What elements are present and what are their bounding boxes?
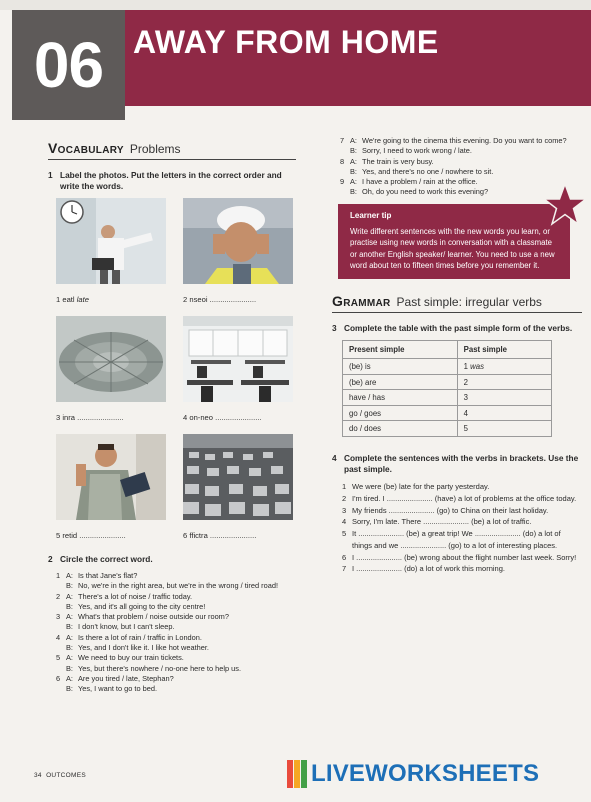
dialogue-line: 1 A: Is that Jane's flat?: [56, 571, 138, 580]
photo-1-caption: 1 eatl late: [56, 295, 89, 304]
dialogue-line: B: Yes, and it's all going to the city centre!: [66, 601, 206, 611]
photo-6-caption: 6 ffictra ......................: [183, 531, 257, 540]
dialogue-line: 2 A: There's a lot of noise / traffic today.: [56, 591, 193, 601]
photo-5-caption: 5 retid ......................: [56, 531, 126, 540]
rain-umbrella-photo: [56, 316, 166, 402]
table-row: (be) are 2: [343, 374, 552, 390]
answer-cell[interactable]: 2: [457, 374, 551, 390]
learner-tip-body: Write different sentences with the new words you learn, or practise using new words in conversation with a classmate or another English speaker/ learner. You need to use a new word about ten to fifteen times before you remember it.: [350, 226, 555, 270]
dialogue-line: 4 A: Is there a lot of rain / traffic in London.: [56, 632, 202, 642]
grammar-heading: [332, 293, 582, 313]
dialogue-line: B: I don't know, but I can't sleep.: [66, 622, 175, 632]
dialogue-line: 7 A: We're going to the cinema this evening. Do you want to come?: [340, 136, 567, 145]
photo-2: [183, 198, 293, 312]
past-simple-table: [342, 340, 552, 437]
answer-cell[interactable]: 5: [457, 421, 551, 437]
dialogue-line: B: Yes, and there's no one / nowhere to sit.: [350, 166, 494, 176]
star-icon: [542, 182, 588, 228]
photo-4: [183, 316, 293, 430]
vocabulary-heading: [48, 140, 296, 160]
section-topic: Past simple: irregular verbs: [396, 295, 542, 310]
noise-worker-photo: [183, 198, 293, 284]
photo-3: [56, 316, 166, 430]
page-number: 34: [34, 772, 42, 779]
section-topic: Problems: [129, 142, 181, 156]
column-header: Past simple: [457, 341, 551, 359]
table-row: have / has 3: [343, 390, 552, 406]
unit-number: 06: [33, 29, 104, 101]
exercise-3-instruction: 3 Complete the table with the past simple form of the verbs.: [332, 323, 573, 334]
table-row: go / goes 4: [343, 405, 552, 421]
right-column: [332, 136, 582, 575]
table-header-row: [343, 341, 552, 359]
learner-tip-box: [338, 204, 570, 280]
sentence-item: 6 I ...................... (be) wrong about the flight number last week. Sorry!: [342, 552, 577, 562]
dialogue-line: B: Yes, I want to go to bed.: [66, 684, 158, 694]
dialogue-line: 3 A: What's that problem / noise outside our room?: [56, 612, 229, 622]
table-row: (be) is 1 was: [343, 359, 552, 375]
dialogue-line: B: Sorry, I need to work wrong / late.: [350, 146, 472, 156]
dialogue-line: 5 A: We need to buy our train tickets.: [56, 653, 184, 663]
exercise-1-instruction: 1 Label the photos. Put the letters in the correct order and write the words.: [48, 170, 282, 191]
unit-number-box: [12, 10, 125, 120]
dialogue-line: 8 A: The train is very busy.: [340, 156, 434, 166]
page-footer: [34, 772, 86, 779]
unit-title-band: [125, 10, 591, 106]
liveworksheets-watermark: [287, 760, 539, 788]
watermark-text: LIVEWORKSHEETS: [311, 760, 540, 787]
learner-tip-title: Learner tip: [350, 210, 392, 220]
column-header: Present simple: [343, 341, 458, 359]
sentence-item: 1 We were (be) late for the party yesterday.: [342, 481, 490, 491]
sentence-item: 7 I ...................... (do) a lot of work this morning.: [342, 564, 505, 574]
late-businessman-photo: [56, 198, 166, 284]
unit-title: AWAY FROM HOME: [133, 24, 439, 60]
page-top-margin: [0, 0, 591, 10]
dialogue-line: B: Yes, and I don't like it. I like hot weather.: [66, 643, 209, 653]
table-row: do / does 5: [343, 421, 552, 437]
liveworksheets-logo-icon: [287, 760, 307, 788]
sentence-item: 5 It ...................... (be) a great trip! We ...................... (do) a lot of things and we ...................... (go) to a lot of interesting places.: [342, 529, 561, 550]
section-keyword: Grammar: [332, 293, 391, 310]
dialogue-line: 6 A: Are you tired / late, Stephan?: [56, 673, 174, 683]
photo-4-caption: 4 on-neo ......................: [183, 413, 262, 422]
section-keyword: Vocabulary: [48, 140, 124, 156]
photo-6: [183, 434, 293, 548]
photo-grid: [56, 198, 296, 548]
dialogue-line: 9 A: I have a problem / rain at the office.: [340, 177, 478, 187]
sentence-item: 4 Sorry, I'm late. There ...................... (be) a lot of traffic.: [342, 517, 532, 527]
traffic-photo: [183, 434, 293, 520]
dialogue-line: B: Oh, do you need to work this evening?: [350, 187, 489, 197]
left-column: [48, 136, 296, 695]
photo-1: [56, 198, 166, 312]
sentence-item: 3 My friends ...................... (go) to China on their last holiday.: [342, 505, 549, 515]
exercise-2-dialogues: [56, 571, 296, 695]
answer-cell[interactable]: 3: [457, 390, 551, 406]
photo-3-caption: 3 inra ......................: [56, 413, 124, 422]
empty-office-photo: [183, 316, 293, 402]
dialogue-line: B: Yes, but there's nowhere / no-one here to help us.: [66, 663, 242, 673]
photo-2-caption: 2 nseoi ......................: [183, 295, 257, 304]
exercise-4-sentences: [342, 481, 582, 575]
exercise-2-instruction: 2 Circle the correct word.: [48, 554, 153, 564]
answer-cell[interactable]: 4: [457, 405, 551, 421]
photo-5: [56, 434, 166, 548]
dialogue-line: B: No, we're in the right area, but we're in the wrong / tired road!: [66, 581, 279, 591]
book-title: OUTCOMES: [46, 772, 87, 779]
tired-man-photo: [56, 434, 166, 520]
answer-cell[interactable]: 1 was: [457, 359, 551, 375]
sentence-item: 2 I'm tired. I ...................... (have) a lot of problems at the office today.: [342, 493, 577, 503]
exercise-4-instruction: 4 Complete the sentences with the verbs in brackets. Use the past simple.: [332, 452, 579, 474]
